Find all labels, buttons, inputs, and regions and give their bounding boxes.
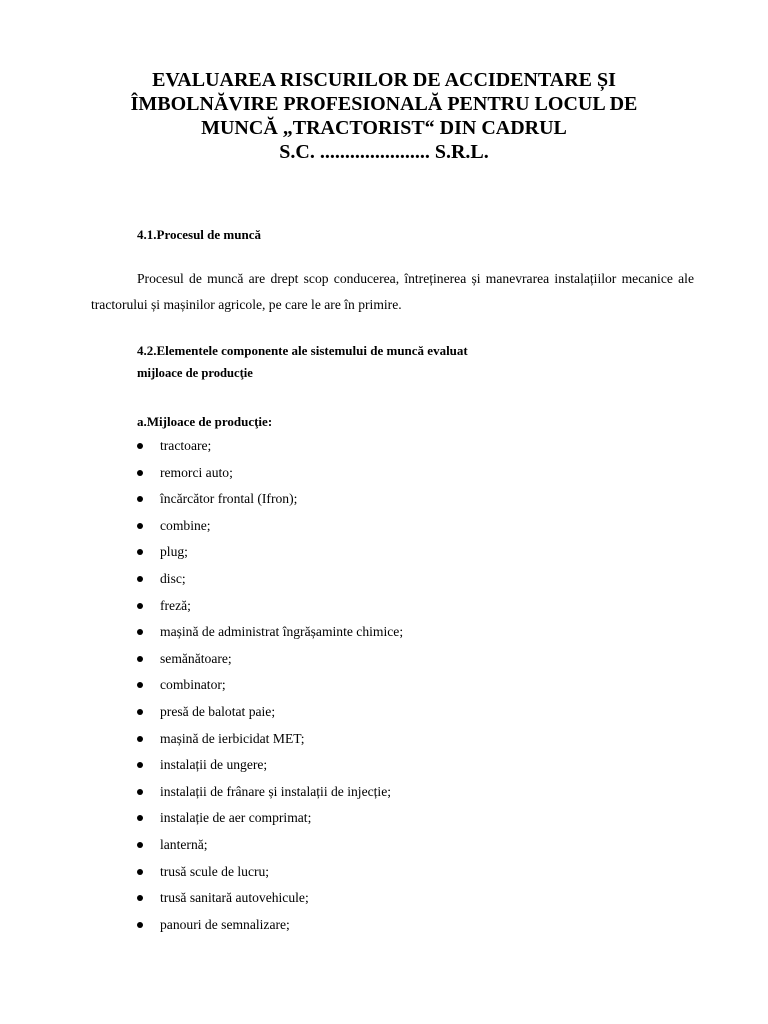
production-means-list: [137, 436, 403, 941]
list-item: [137, 675, 403, 702]
bullet-icon: [137, 682, 143, 688]
list-item: [137, 596, 403, 623]
list-item-text: disc;: [160, 570, 186, 586]
list-item-text: presă de balotat paie;: [160, 703, 276, 719]
bullet-icon: [137, 709, 143, 715]
list-item-text: freză;: [160, 597, 191, 613]
bullet-icon: [137, 549, 143, 555]
list-item: [137, 915, 403, 942]
bullet-icon: [137, 842, 143, 848]
section-4-2-subheading: mijloace de producţie: [137, 366, 253, 380]
list-item: [137, 436, 403, 463]
bullet-icon: [137, 922, 143, 928]
bullet-icon: [137, 762, 143, 768]
list-item-text: plug;: [160, 544, 188, 560]
list-item: [137, 888, 403, 915]
list-item-text: lanternă;: [160, 836, 208, 852]
list-item-text: mașină de ierbicidat MET;: [160, 730, 305, 746]
list-item-text: remorci auto;: [160, 464, 233, 480]
bullet-icon: [137, 443, 143, 449]
section-4-1-heading: 4.1.Procesul de muncă: [137, 227, 261, 242]
list-item-text: trusă scule de lucru;: [160, 863, 270, 879]
list-item-text: combine;: [160, 517, 211, 533]
section-4-1-paragraph: Procesul de muncă are drept scop conducerea, întreținerea și manevrarea instalațiilor mecanice ale tractorului și mașinilor agricole, pe care le are în primire.: [91, 271, 694, 312]
list-item: [137, 542, 403, 569]
bullet-icon: [137, 736, 143, 742]
list-item-text: instalații de frânare și instalații de injecție;: [160, 783, 392, 799]
bullet-icon: [137, 576, 143, 582]
bullet-icon: [137, 523, 143, 529]
title-line-4: S.C. ...................... S.R.L.: [279, 141, 489, 163]
list-item-text: combinator;: [160, 677, 226, 693]
section-4-2-heading: 4.2.Elementele componente ale sistemului de muncă evaluat: [137, 343, 468, 358]
list-item: [137, 729, 403, 756]
list-item-text: trusă sanitară autovehicule;: [160, 890, 309, 906]
bullet-icon: [137, 496, 143, 502]
bullet-icon: [137, 603, 143, 609]
list-item-text: instalații de ungere;: [160, 757, 268, 773]
title-line-3: MUNCĂ „TRACTORIST“ DIN CADRUL: [201, 117, 567, 139]
bullet-icon: [137, 895, 143, 901]
bullet-icon: [137, 629, 143, 635]
list-item-text: tractoare;: [160, 438, 212, 453]
list-item: [137, 649, 403, 676]
list-item: [137, 516, 403, 543]
list-item-text: instalație de aer comprimat;: [160, 810, 312, 826]
list-item: [137, 755, 403, 782]
section-a-heading: a.Mijloace de producţie:: [137, 414, 273, 429]
list-item: [137, 782, 403, 809]
list-item-text: încărcător frontal (Ifron);: [160, 491, 298, 507]
list-item: [137, 569, 403, 596]
bullet-icon: [137, 470, 143, 476]
list-item: [137, 808, 403, 835]
list-item: [137, 463, 403, 490]
list-item-text: semănătoare;: [160, 650, 232, 666]
bullet-icon: [137, 815, 143, 821]
list-item: [137, 862, 403, 889]
bullet-icon: [137, 869, 143, 875]
list-item: [137, 702, 403, 729]
list-item-text: panouri de semnalizare;: [160, 916, 290, 932]
bullet-icon: [137, 789, 143, 795]
title-line-1: EVALUAREA RISCURILOR DE ACCIDENTARE ȘI: [152, 69, 616, 91]
list-item: [137, 622, 403, 649]
list-item: [137, 489, 403, 516]
document-title: [60, 68, 708, 164]
list-item-text: mașină de administrat îngrășaminte chimice;: [160, 624, 404, 640]
bullet-icon: [137, 656, 143, 662]
list-item: [137, 835, 403, 862]
title-line-2: ÎMBOLNĂVIRE PROFESIONALĂ PENTRU LOCUL DE: [130, 93, 638, 115]
